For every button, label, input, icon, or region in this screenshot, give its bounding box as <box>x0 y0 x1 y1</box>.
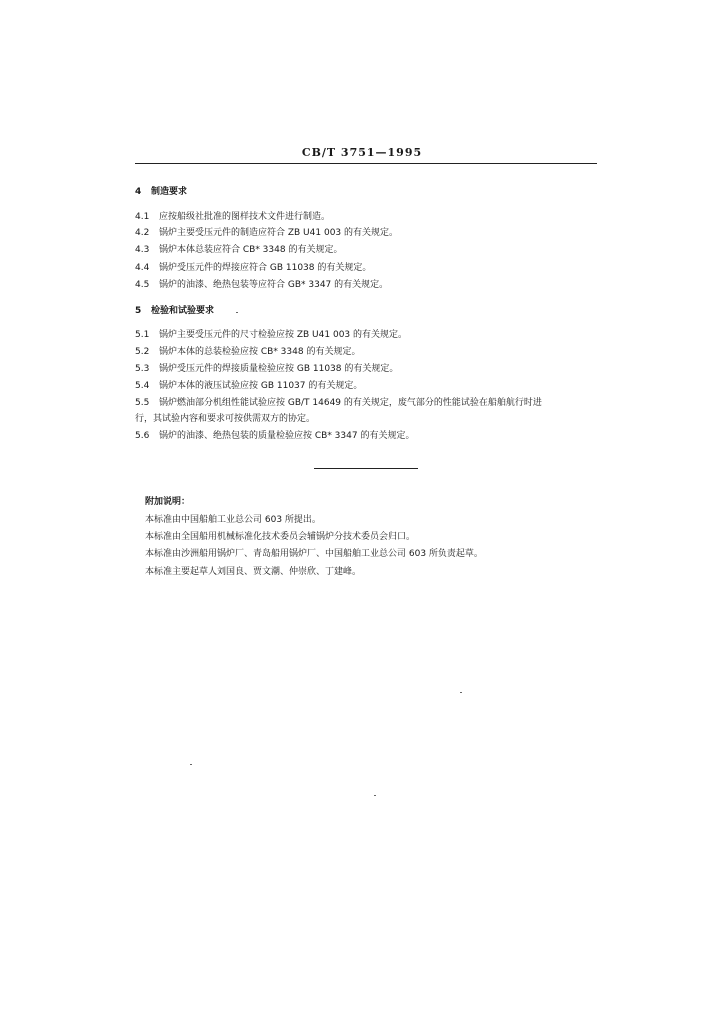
section-title: 检验和试验要求 <box>151 306 215 316</box>
clause-text: 锅炉本体的总装检验应按 CB* 3348 的有关规定。 <box>159 347 361 357</box>
clause-number: 5.6 <box>135 431 150 441</box>
clause-4-5 <box>135 279 388 291</box>
clause-4-2 <box>135 227 398 239</box>
clause-number: 4.5 <box>135 280 150 290</box>
clause-text: 锅炉的油漆、绝热包装的质量检验应按 CB* 3347 的有关规定。 <box>159 431 415 441</box>
clause-text: 锅炉的油漆、绝热包装等应符合 GB* 3347 的有关规定。 <box>159 280 389 290</box>
clause-number: 4.4 <box>135 263 150 273</box>
clause-number: 5.3 <box>135 364 150 374</box>
clause-text: 锅炉受压元件的焊接质量检验应按 GB 11038 的有关规定。 <box>159 364 399 374</box>
clause-5-4 <box>135 380 362 392</box>
section-number: 5 <box>135 306 142 316</box>
note-line: 本标准由全国船用机械标准化技术委员会辅锅炉分技术委员会归口。 <box>145 532 416 542</box>
page-header-code: CB/T 3751—1995 <box>301 146 423 159</box>
note-line: 本标准由沙洲船用锅炉厂、青岛船用锅炉厂、中国船舶工业总公司 603 所负责起草。 <box>145 549 483 559</box>
clause-text: 锅炉受压元件的焊接应符合 GB 11038 的有关规定。 <box>159 263 372 273</box>
section-end-rule <box>314 468 418 469</box>
section-title: 制造要求 <box>151 187 188 197</box>
clause-5-5 <box>135 397 542 409</box>
clause-text: 锅炉燃油部分机组性能试验应按 GB/T 14649 的有关规定，废气部分的性能试验在船舶航行时进 <box>159 398 542 408</box>
scan-speck <box>460 692 462 693</box>
clause-number: 4.2 <box>135 228 150 238</box>
clause-number: 4.1 <box>135 212 150 222</box>
clause-text: 锅炉本体的液压试验应按 GB 11037 的有关规定。 <box>159 381 363 391</box>
section-4-heading <box>135 186 187 198</box>
scan-speck <box>190 764 192 765</box>
clause-text: 应按船级社批准的图样技术文件进行制造。 <box>159 212 331 222</box>
clause-text: 锅炉主要受压元件的制造应符合 ZB U41 003 的有关规定。 <box>159 228 399 238</box>
header-rule <box>135 163 597 164</box>
clause-text: 锅炉主要受压元件的尺寸检验应按 ZB U41 003 的有关规定。 <box>159 330 408 340</box>
clause-5-1 <box>135 329 407 341</box>
clause-4-1 <box>135 211 330 223</box>
clause-5-6 <box>135 430 414 442</box>
scan-speck <box>236 312 238 313</box>
clause-number: 5.1 <box>135 330 150 340</box>
section-5-heading <box>135 305 214 317</box>
note-line: 本标准主要起草人刘国良、贾文潮、仲崇欣、丁建峰。 <box>145 567 362 577</box>
scan-speck <box>374 795 376 796</box>
clause-5-5-continued <box>135 413 315 425</box>
clause-text: 锅炉本体总装应符合 CB* 3348 的有关规定。 <box>159 245 343 255</box>
section-number: 4 <box>135 187 142 197</box>
clause-4-4 <box>135 262 371 274</box>
clause-5-3 <box>135 363 398 375</box>
clause-number: 5.5 <box>135 398 150 408</box>
clause-number: 5.4 <box>135 381 150 391</box>
clause-5-2 <box>135 346 360 358</box>
clause-4-3 <box>135 244 342 256</box>
note-line: 本标准由中国船舶工业总公司 603 所提出。 <box>145 515 321 525</box>
clause-text: 行，其试验内容和要求可按供需双方的协定。 <box>135 414 316 424</box>
clause-number: 4.3 <box>135 245 150 255</box>
note-title: 附加说明： <box>145 497 191 507</box>
clause-number: 5.2 <box>135 347 150 357</box>
